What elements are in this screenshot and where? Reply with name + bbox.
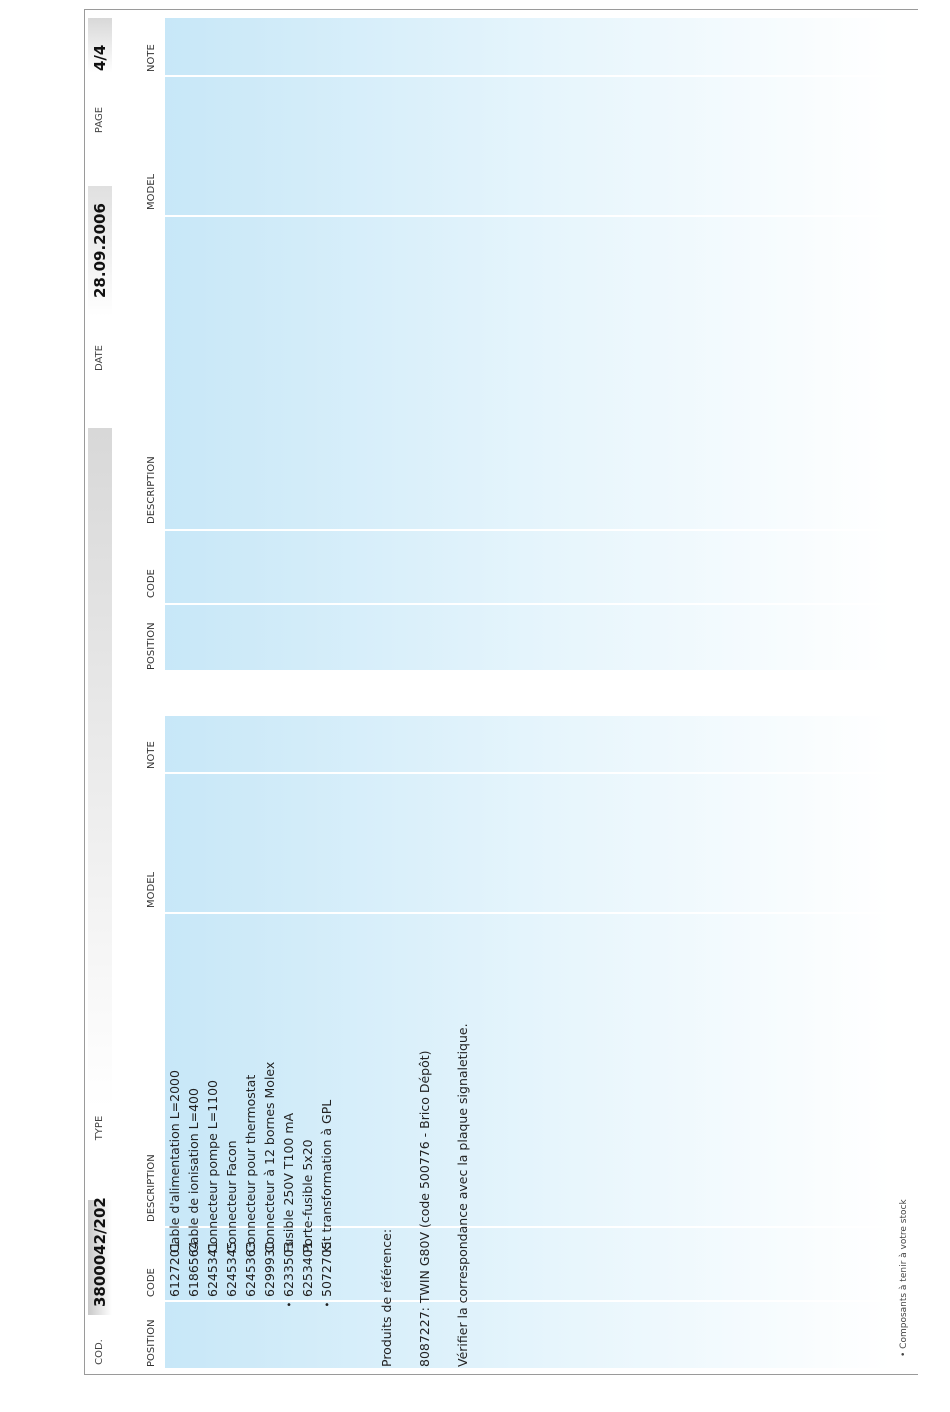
table-row: 6245363 Connecteur pour thermostat bbox=[243, 1074, 258, 1297]
stock-bullet-icon: • bbox=[324, 1300, 330, 1311]
column-label-code-2: CODE bbox=[146, 569, 157, 598]
column-separator bbox=[135, 603, 891, 605]
table-row: 6233503 Fusible 250V T100 mA bbox=[281, 1112, 296, 1297]
reference-products-heading: Produits de référence: bbox=[379, 1228, 394, 1367]
table-row: 6127201 Cable d'alimentation L=2000 bbox=[167, 1070, 182, 1297]
column-label-position: POSITION bbox=[146, 1319, 157, 1367]
empty-table bbox=[135, 18, 891, 670]
type-box bbox=[88, 428, 112, 1108]
column-label-model: MODEL bbox=[146, 871, 157, 908]
table-row: 6245345 Connecteur Facon bbox=[224, 1140, 239, 1297]
cod-label: COD. bbox=[94, 1339, 105, 1365]
type-label: TYPE bbox=[94, 1115, 105, 1141]
stock-bullet-icon: • bbox=[286, 1300, 292, 1311]
column-label-note: NOTE bbox=[146, 741, 157, 769]
frame-left-line bbox=[84, 9, 85, 1375]
cod-value: 3800042/202 bbox=[91, 1197, 109, 1307]
column-separator bbox=[135, 75, 891, 77]
column-separator bbox=[135, 529, 891, 531]
column-label-description: DESCRIPTION bbox=[146, 1154, 157, 1222]
table-row: 6253401 Porte-fusible 5x20 bbox=[300, 1139, 315, 1297]
reference-product-line: 8087227: TWIN G80V (code 500776 - Brico Dépôt) bbox=[417, 1050, 432, 1367]
column-label-model-2: MODEL bbox=[146, 173, 157, 210]
column-label-description-2: DESCRIPTION bbox=[146, 456, 157, 524]
frame-bottom-line bbox=[84, 1374, 918, 1375]
stock-footnote: • Composants à tenir à votre stock bbox=[899, 1199, 909, 1357]
table-row: 6186564 Cable de ionisation L=400 bbox=[186, 1088, 201, 1297]
column-label-code: CODE bbox=[146, 1268, 157, 1297]
column-separator bbox=[135, 215, 891, 217]
column-separator bbox=[135, 912, 891, 914]
table-row: 6245341 Connecteur pompe L=1100 bbox=[205, 1079, 220, 1297]
page-label: PAGE bbox=[94, 106, 105, 134]
date-value: 28.09.2006 bbox=[91, 203, 109, 298]
table-row: 5072705 Kit transformation à GPL bbox=[319, 1099, 334, 1297]
column-separator bbox=[135, 1300, 891, 1302]
verification-note: Vérifier la correspondance avec la plaque signaletique. bbox=[455, 1023, 470, 1367]
page-value: 4/4 bbox=[91, 44, 109, 71]
table-row: 6299930 Connecteur à 12 bornes Molex bbox=[262, 1061, 277, 1297]
column-label-note-2: NOTE bbox=[146, 44, 157, 72]
frame-top-line bbox=[84, 9, 918, 10]
column-separator bbox=[135, 772, 891, 774]
column-label-position-2: POSITION bbox=[146, 622, 157, 670]
date-label: DATE bbox=[94, 345, 105, 372]
